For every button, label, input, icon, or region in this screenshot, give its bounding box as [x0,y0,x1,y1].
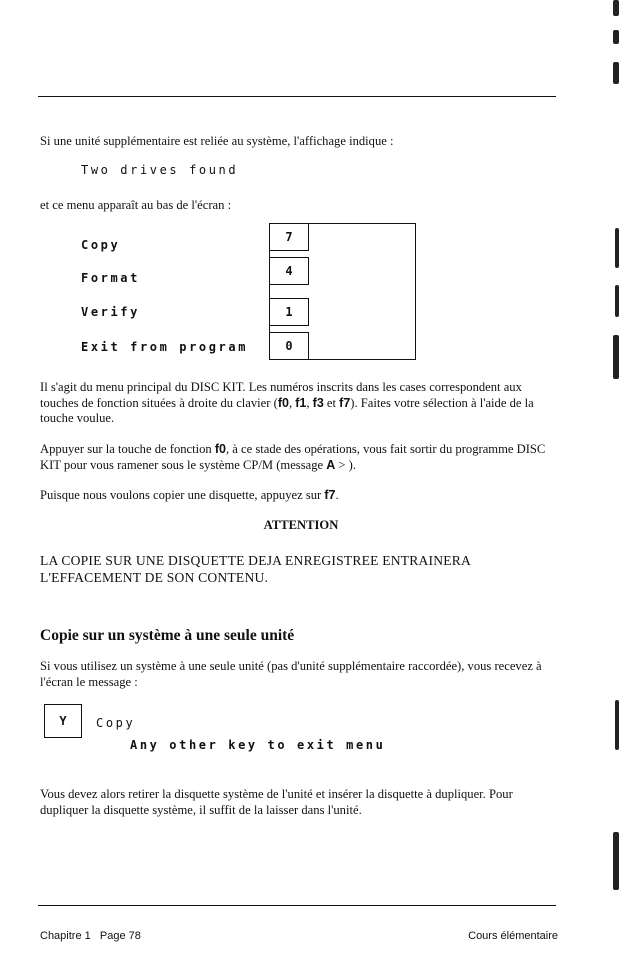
menu-key-format: 4 [269,257,309,285]
paragraph-menu-explanation: Il s'agit du menu principal du DISC KIT. Les numéros inscrits dans les cases correspondent aux touches de fonction situées à droite du clavier (f0, f1, f3 et f7). Faites votre sélection à l'aide de la touche voulue. [40,380,534,425]
scan-edge-mark [615,228,619,268]
menu-key-copy: 7 [269,223,309,251]
copy-key-box: Y [44,704,82,738]
paragraph-copy-key: Puisque nous voulons copier une disquette, appuyez sur f7. [40,488,339,502]
menu-label-exit: Exit from program [81,340,249,354]
paragraph-exit-key: Appuyer sur la touche de fonction f0, à ce stade des opérations, vous fait sortir du programme DISC KIT pour vous ramener sous le système CP/M (message A > ). [40,442,546,472]
scan-edge-mark [613,335,619,379]
scan-edge-mark [613,30,619,44]
key-f7: f7 [339,395,351,410]
key-f3: f3 [312,395,324,410]
menu-label-format: Format [81,271,140,285]
section-heading: Copie sur un système à une seule unité [40,627,295,644]
footer-page: Chapitre 1 Page 78 [40,930,141,942]
menu-key-exit: 0 [269,332,309,360]
copy-label: Copy [96,716,136,730]
paragraph-single-drive: Si vous utilisez un système à une seule unité (pas d'unité supplémentaire raccordée), vous recevez à l'écran le message : [40,659,542,689]
menu-intro-text: et ce menu apparaît au bas de l'écran : [40,198,232,212]
footer-section: Cours élémentaire [468,930,558,942]
key-f0: f0 [277,395,289,410]
key-f0: f0 [214,442,226,456]
screen-message-two-drives: Two drives found [81,163,239,177]
scan-edge-mark [613,0,619,16]
scan-edge-mark [615,285,619,317]
bottom-rule [38,905,556,906]
key-f7: f7 [324,488,336,502]
attention-text: LA COPIE SUR UNE DISQUETTE DEJA ENREGISTREE ENTRAINERA L'EFFACEMENT DE SON CONTENU. [40,553,471,585]
paragraph-insert-disk: Vous devez alors retirer la disquette système de l'unité et insérer la disquette à dupliquer. Pour dupliquer la disquette système, il suffit de la laisser dans l'unité. [40,787,513,817]
exit-menu-line: Any other key to exit menu [130,738,386,752]
menu-label-verify: Verify [81,305,140,319]
scan-edge-mark [613,832,619,890]
cpm-prompt: A [326,457,336,472]
key-f1: f1 [295,395,307,410]
menu-label-copy: Copy [81,238,121,252]
scan-edge-mark [613,62,619,84]
top-rule [38,96,556,97]
scan-edge-mark [615,700,619,750]
attention-title: ATTENTION [263,518,339,532]
menu-key-verify: 1 [269,298,309,326]
intro-text: Si une unité supplémentaire est reliée au système, l'affichage indique : [40,134,394,148]
